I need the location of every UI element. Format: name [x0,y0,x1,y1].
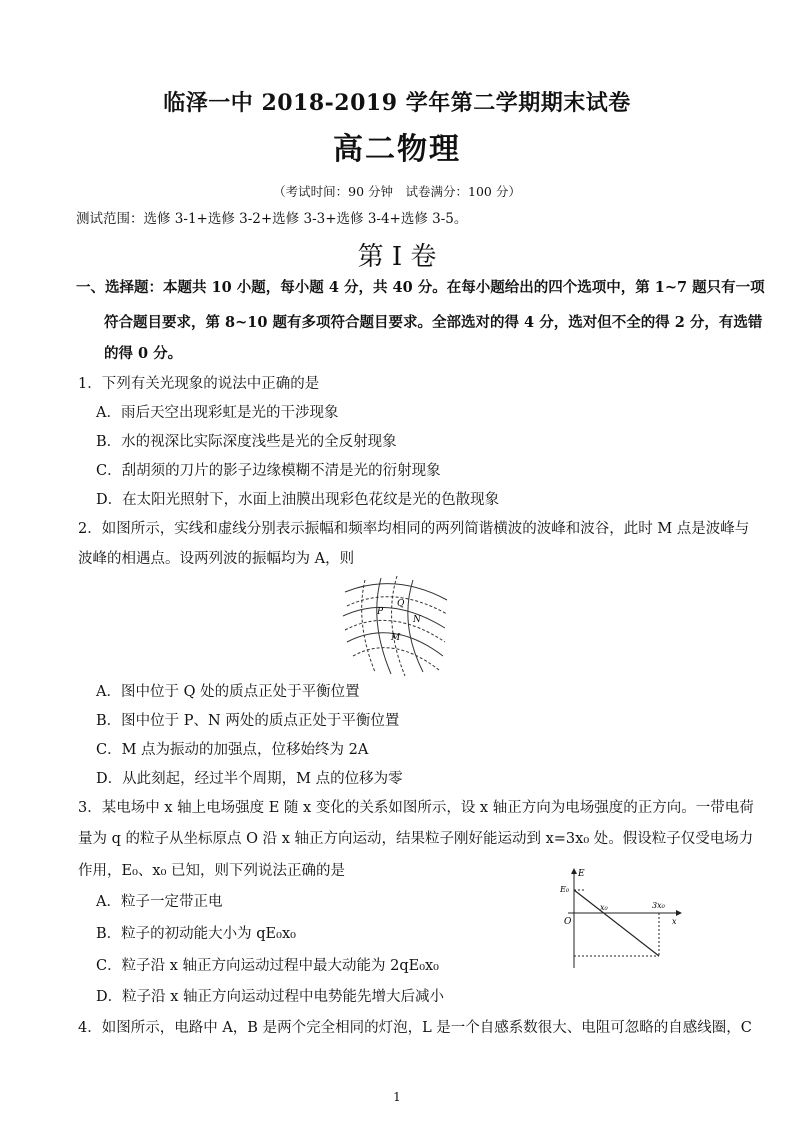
section1-instruction-line1: 一、选择题：本题共 10 小题，每小题 4 分，共 40 分。在每小题给出的四个选项中，第 1~7 题只有一项 [76,279,765,296]
q2-option-b: B．图中位于 P、N 两处的质点正处于平衡位置 [96,713,400,729]
label-x: x [672,917,677,926]
test-scope: 测试范围：选修 3-1+选修 3-2+选修 3-3+选修 3-4+选修 3-5。 [76,211,468,227]
q4-stem-line1: 4．如图所示，电路中 A，B 是两个完全相同的灯泡，L 是一个自感系数很大、电阻可忽略的自感线圈，C [78,1020,752,1036]
volume-heading: 第 Ⅰ 卷 [357,242,437,272]
label-e0: E₀ [560,885,570,894]
trough-line [392,576,405,676]
q2-stem-line2: 波峰的相遇点。设两列波的振幅均为 A，则 [78,551,355,567]
subject-title: 高二物理 [333,132,461,167]
section1-instruction-line3: 的得 0 分。 [104,345,183,362]
page-number: 1 [393,1090,401,1104]
label-3x0: 3x₀ [652,901,665,910]
q3-option-a: A．粒子一定带正电 [96,894,223,910]
label-p: P [377,607,384,617]
e-x-graph [556,868,682,974]
q1-stem: 1．下列有关光现象的说法中正确的是 [78,376,320,392]
crest-line [343,607,445,628]
q1-option-b: B．水的视深比实际深度浅些是光的全反射现象 [96,434,397,450]
trough-line [353,648,439,670]
label-q: Q [397,599,405,609]
q2-option-a: A．图中位于 Q 处的质点正处于平衡位置 [96,684,360,700]
label-n: N [413,615,421,625]
q3-option-d: D．粒子沿 x 轴正方向运动过程中电势能先增大后减小 [96,989,445,1005]
section1-instruction-line2: 符合题目要求，第 8~10 题有多项符合题目要求。全部选对的得 4 分，选对但不全的得 2 分，有选错 [104,314,763,331]
q2-stem-line1: 2．如图所示，实线和虚线分别表示振幅和频率均相同的两列简谐横波的波峰和波谷，此时 M 点是波峰与 [78,521,750,537]
x-axis-arrow [676,910,682,916]
label-x0: x₀ [600,903,608,912]
q1-option-c: C．刮胡须的刀片的影子边缘模糊不清是光的衍射现象 [96,463,441,479]
q3-stem-line2: 量为 q 的粒子从坐标原点 O 沿 x 轴正方向运动，结果粒子刚好能运动到 x=3x₀ 处。假设粒子仅受电场力 [78,831,754,847]
q2-option-c: C．M 点为振动的加强点，位移始终为 2A [96,742,369,758]
label-o: O [564,917,572,927]
e-x-line [574,890,659,956]
q3-stem-line3: 作用，E₀、x₀ 已知，则下列说法正确的是 [78,863,345,879]
trough-line [362,580,375,672]
q1-option-a: A．雨后天空出现彩虹是光的干涉现象 [96,405,339,421]
wave-interference-figure [335,572,455,678]
q2-option-d: D．从此刻起，经过半个周期，M 点的位移为零 [96,771,403,787]
e-axis-arrow [571,868,577,874]
q1-option-d: D．在太阳光照射下，水面上油膜出现彩色花纹是光的色散现象 [96,492,500,508]
exam-title: 临泽一中 2018-2019 学年第二学期期末试卷 [163,90,631,116]
q3-option-b: B．粒子的初动能大小为 qE₀x₀ [96,926,296,942]
label-e: E [578,869,585,879]
crest-line [377,578,391,674]
q3-option-c: C．粒子沿 x 轴正方向运动过程中最大动能为 2qE₀x₀ [96,958,439,974]
label-m: M [391,633,401,643]
exam-info: （考试时间：90 分钟 试卷满分：100 分） [273,184,521,199]
q3-stem-line1: 3．某电场中 x 轴上电场强度 E 随 x 变化的关系如图所示，设 x 轴正方向为电场强度的正方向。一带电荷 [78,800,754,816]
